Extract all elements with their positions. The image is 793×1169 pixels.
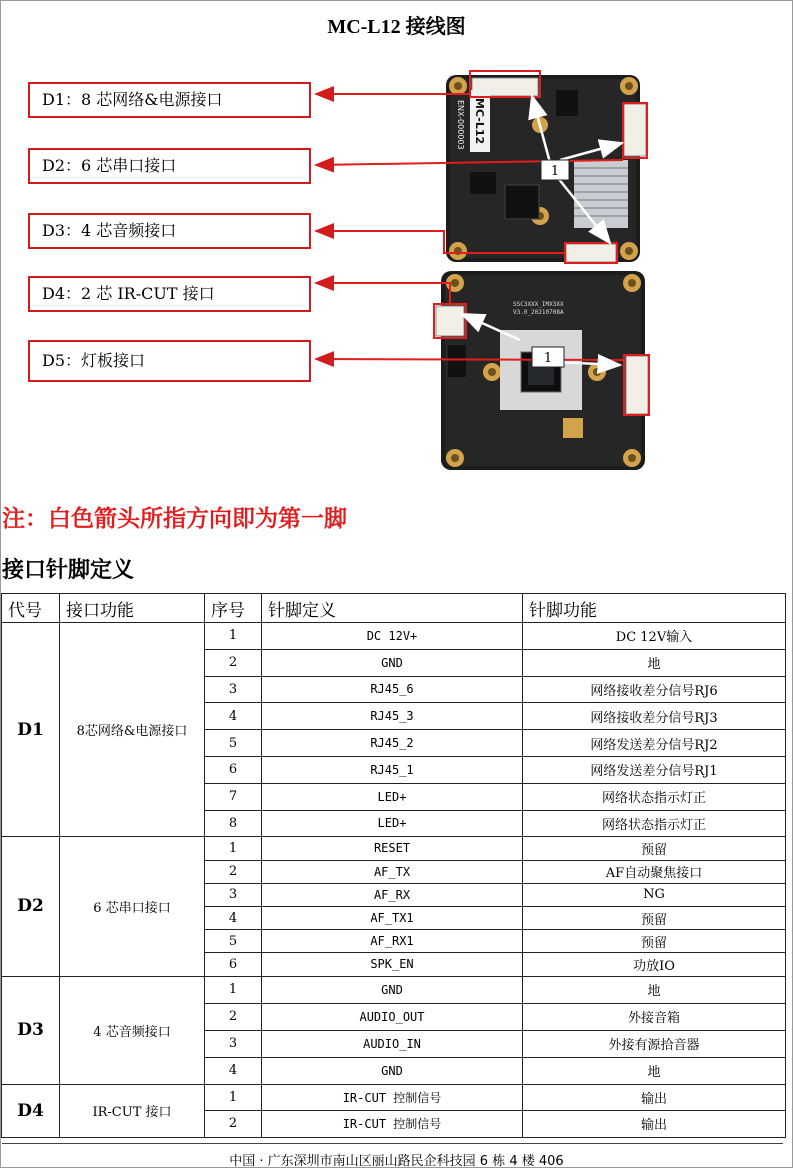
footer-address: 中国 · 广东深圳市南山区丽山路民企科技园 6 栋 4 楼 406 [229, 1154, 564, 1169]
cell-code: D4 [2, 1084, 60, 1137]
cell-pin-number: 2 [205, 860, 262, 883]
header-code: 代号 [2, 594, 60, 623]
cell-interface-function: IR-CUT 接口 [60, 1084, 205, 1137]
cell-code: D3 [2, 976, 60, 1084]
cell-pin-number: 1 [205, 623, 262, 650]
table-body [2, 623, 786, 1138]
cell-pin-number: 2 [205, 1003, 262, 1030]
page-title: MC-L12 接线图 [327, 16, 466, 38]
d4-leader-arrow [316, 283, 450, 304]
cell-pin-function: 地 [523, 1057, 786, 1084]
cell-code: D2 [2, 837, 60, 976]
header-no: 序号 [205, 594, 262, 623]
cell-pin-number: 3 [205, 883, 262, 906]
cell-pin-definition: AUDIO_OUT [262, 1003, 523, 1030]
cell-pin-function: 预留 [523, 906, 786, 929]
cell-pin-definition: AF_TX [262, 860, 523, 883]
cell-pin-function: 预留 [523, 837, 786, 860]
cell-code: D1 [2, 623, 60, 837]
cell-pin-function: 功放IO [523, 953, 786, 976]
cell-pin-definition: SPK_EN [262, 953, 523, 976]
label-d5: D5：灯板接口 [28, 340, 311, 382]
cell-pin-definition: RJ45_3 [262, 703, 523, 730]
table-row [2, 623, 786, 650]
cell-pin-definition: RJ45_6 [262, 676, 523, 703]
header-pin-def: 针脚定义 [262, 594, 523, 623]
cell-pin-number: 7 [205, 783, 262, 810]
cell-pin-number: 4 [205, 1057, 262, 1084]
top-pin-marker-text: 1 [550, 164, 560, 179]
table-row [2, 837, 786, 860]
cell-pin-function: 输出 [523, 1084, 786, 1111]
cell-pin-number: 3 [205, 676, 262, 703]
cell-interface-function: 8芯网络&电源接口 [60, 623, 205, 837]
pin-note: 注：白色箭头所指方向即为第一脚 [2, 506, 347, 532]
cell-pin-number: 5 [205, 930, 262, 953]
header-pin-func: 针脚功能 [523, 594, 786, 623]
cell-interface-function: 4 芯音频接口 [60, 976, 205, 1084]
table-row [2, 1084, 786, 1111]
bottom-board-silk2: V3.0_20210708A [513, 309, 564, 316]
cell-pin-definition: AF_RX1 [262, 930, 523, 953]
cell-pin-number: 4 [205, 703, 262, 730]
cell-pin-definition: RJ45_1 [262, 756, 523, 783]
section-title: 接口针脚定义 [2, 558, 135, 583]
cell-pin-function: 网络发送差分信号RJ2 [523, 730, 786, 757]
label-d4: D4：2 芯 IR-CUT 接口 [28, 276, 311, 312]
cell-pin-definition: LED+ [262, 810, 523, 837]
d5-leader-arrow [316, 359, 624, 360]
top-board-silk: MC-L12 [473, 98, 486, 145]
cell-pin-definition: LED+ [262, 783, 523, 810]
cell-pin-number: 1 [205, 976, 262, 1003]
cell-pin-definition: AUDIO_IN [262, 1030, 523, 1057]
label-d1: D1：8 芯网络&电源接口 [28, 82, 311, 118]
cell-pin-definition: IR-CUT 控制信号 [262, 1111, 523, 1138]
cell-pin-number: 2 [205, 1111, 262, 1138]
cell-pin-function: DC 12V输入 [523, 623, 786, 650]
cell-pin-definition: IR-CUT 控制信号 [262, 1084, 523, 1111]
footer-divider [2, 1143, 783, 1144]
label-d2: D2：6 芯串口接口 [28, 148, 311, 184]
bottom-pin-marker-text: 1 [543, 351, 553, 366]
cell-pin-function: 网络接收差分信号RJ3 [523, 703, 786, 730]
cell-pin-function: 网络状态指示灯正 [523, 783, 786, 810]
cell-pin-definition: GND [262, 1057, 523, 1084]
cell-pin-number: 6 [205, 953, 262, 976]
header-function: 接口功能 [60, 594, 205, 623]
cell-pin-function: AF自动聚焦接口 [523, 860, 786, 883]
cell-pin-definition: RESET [262, 837, 523, 860]
cell-pin-definition: AF_TX1 [262, 906, 523, 929]
cell-pin-function: 地 [523, 649, 786, 676]
table-row [2, 976, 786, 1003]
table-header-row [2, 594, 786, 623]
cell-pin-function: 地 [523, 976, 786, 1003]
cell-pin-definition: GND [262, 649, 523, 676]
cell-pin-function: NG [523, 883, 786, 906]
cell-pin-function: 外接有源拾音器 [523, 1030, 786, 1057]
cell-pin-definition: GND [262, 976, 523, 1003]
pin-table [1, 593, 786, 1138]
cell-pin-number: 1 [205, 837, 262, 860]
cell-pin-function: 预留 [523, 930, 786, 953]
cell-pin-number: 5 [205, 730, 262, 757]
cell-pin-number: 3 [205, 1030, 262, 1057]
cell-pin-definition: DC 12V+ [262, 623, 523, 650]
cell-pin-function: 外接音箱 [523, 1003, 786, 1030]
bottom-board-silk: SSC3XXX_IMX3XX [513, 301, 564, 308]
cell-interface-function: 6 芯串口接口 [60, 837, 205, 976]
cell-pin-number: 1 [205, 1084, 262, 1111]
cell-pin-number: 6 [205, 756, 262, 783]
cell-pin-number: 8 [205, 810, 262, 837]
cell-pin-number: 4 [205, 906, 262, 929]
cell-pin-number: 2 [205, 649, 262, 676]
label-d3: D3：4 芯音频接口 [28, 213, 311, 249]
cell-pin-function: 输出 [523, 1111, 786, 1138]
cell-pin-definition: AF_RX [262, 883, 523, 906]
cell-pin-definition: RJ45_2 [262, 730, 523, 757]
top-board-silk2: ENX-000003 [456, 100, 465, 150]
cell-pin-function: 网络状态指示灯正 [523, 810, 786, 837]
cell-pin-function: 网络发送差分信号RJ1 [523, 756, 786, 783]
cell-pin-function: 网络接收差分信号RJ6 [523, 676, 786, 703]
